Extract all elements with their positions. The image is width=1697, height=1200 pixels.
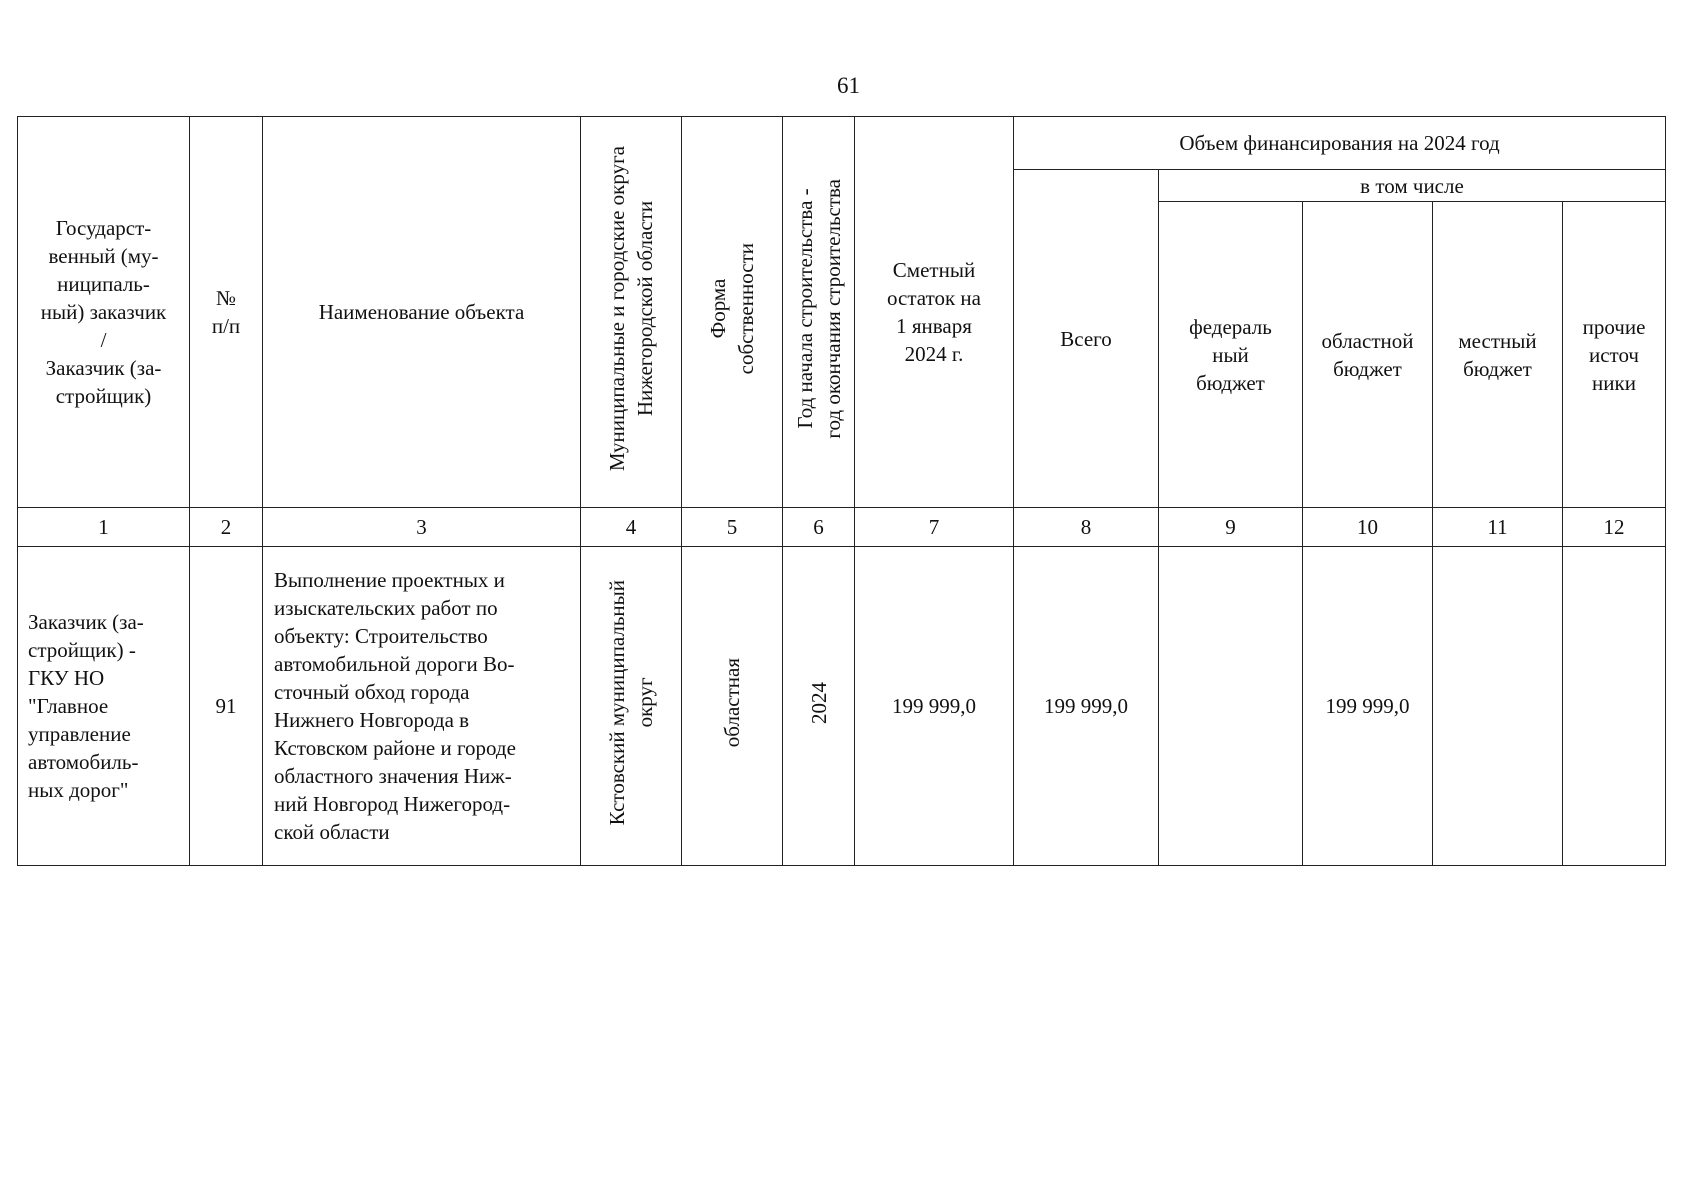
column-number: 10	[1303, 508, 1433, 547]
header-funding-volume	[1014, 117, 1666, 170]
cell-customer-text: Заказчик (за- стройщик) - ГКУ НО "Главное управление автомобиль- ных дорог"	[28, 610, 144, 802]
header-other-text: прочие источ ники	[1582, 314, 1646, 395]
cell-number: 91	[190, 547, 263, 866]
column-number: 7	[855, 508, 1014, 547]
header-ownership	[682, 117, 783, 508]
cell-estimated-balance: 199 999,0	[855, 547, 1014, 866]
header-years	[783, 117, 855, 508]
cell-customer	[18, 547, 190, 866]
header-number	[190, 117, 263, 508]
cell-municipality-text: Кстовский муниципальный округ	[605, 579, 657, 826]
header-row-1	[18, 117, 1666, 170]
header-including-text: в том числе	[1360, 173, 1464, 198]
header-federal	[1159, 202, 1303, 508]
cell-regional: 199 999,0	[1303, 547, 1433, 866]
header-number-text: № п/п	[211, 286, 241, 338]
header-object-name	[263, 117, 581, 508]
header-estimated-balance-text: Сметный остаток на 1 января 2024 г.	[887, 258, 981, 366]
header-estimated-balance	[855, 117, 1014, 508]
column-number: 8	[1014, 508, 1159, 547]
table-row	[18, 547, 1666, 866]
header-regional	[1303, 202, 1433, 508]
column-number: 6	[783, 508, 855, 547]
cell-object-name-text: Выполнение проектных и изыскательских работ по объекту: Строительство автомобильной дороги Во- сточный обход города Нижнего Новгорода в Кстовском районе и городе областного значения Ниж- ний Новгород Нижегород- ской области	[274, 568, 516, 844]
header-municipality-text: Муниципальные и городские округа Нижегородской области	[605, 145, 657, 472]
header-object-name-text: Наименование объекта	[318, 300, 525, 324]
cell-total: 199 999,0	[1014, 547, 1159, 866]
cell-object-name	[263, 547, 581, 866]
column-number-row	[18, 508, 1666, 547]
column-number: 1	[18, 508, 190, 547]
header-municipality	[581, 117, 682, 508]
column-number: 5	[682, 508, 783, 547]
header-total	[1014, 170, 1159, 508]
header-local	[1433, 202, 1563, 508]
cell-other	[1563, 547, 1666, 866]
header-funding-volume-text: Объем финансирования на 2024 год	[1179, 131, 1500, 155]
column-number: 3	[263, 508, 581, 547]
header-local-text: местный бюджет	[1458, 328, 1537, 381]
column-number: 4	[581, 508, 682, 547]
cell-municipality	[581, 547, 682, 866]
cell-ownership-text: областная	[720, 657, 744, 748]
cell-local	[1433, 547, 1563, 866]
cell-years-text: 2024	[806, 681, 831, 724]
column-number: 12	[1563, 508, 1666, 547]
header-including	[1159, 170, 1666, 202]
cell-federal	[1159, 547, 1303, 866]
page-number: 61	[837, 73, 860, 98]
header-years-text: Год начала строительства - год окончания строительства	[792, 178, 845, 439]
cell-years	[783, 547, 855, 866]
header-other	[1563, 202, 1666, 508]
header-regional-text: областной бюджет	[1321, 328, 1414, 381]
header-customer	[18, 117, 190, 508]
header-total-text: Всего	[1060, 326, 1112, 351]
construction-funding-table	[17, 116, 1666, 866]
column-number: 2	[190, 508, 263, 547]
header-ownership-text: Форма собственности	[706, 242, 758, 375]
column-number: 11	[1433, 508, 1563, 547]
cell-ownership	[682, 547, 783, 866]
header-customer-text: Государст- венный (му- ниципаль- ный) заказчик / Заказчик (за- стройщик)	[40, 216, 167, 408]
column-number: 9	[1159, 508, 1303, 547]
header-federal-text: федераль ный бюджет	[1189, 314, 1272, 395]
